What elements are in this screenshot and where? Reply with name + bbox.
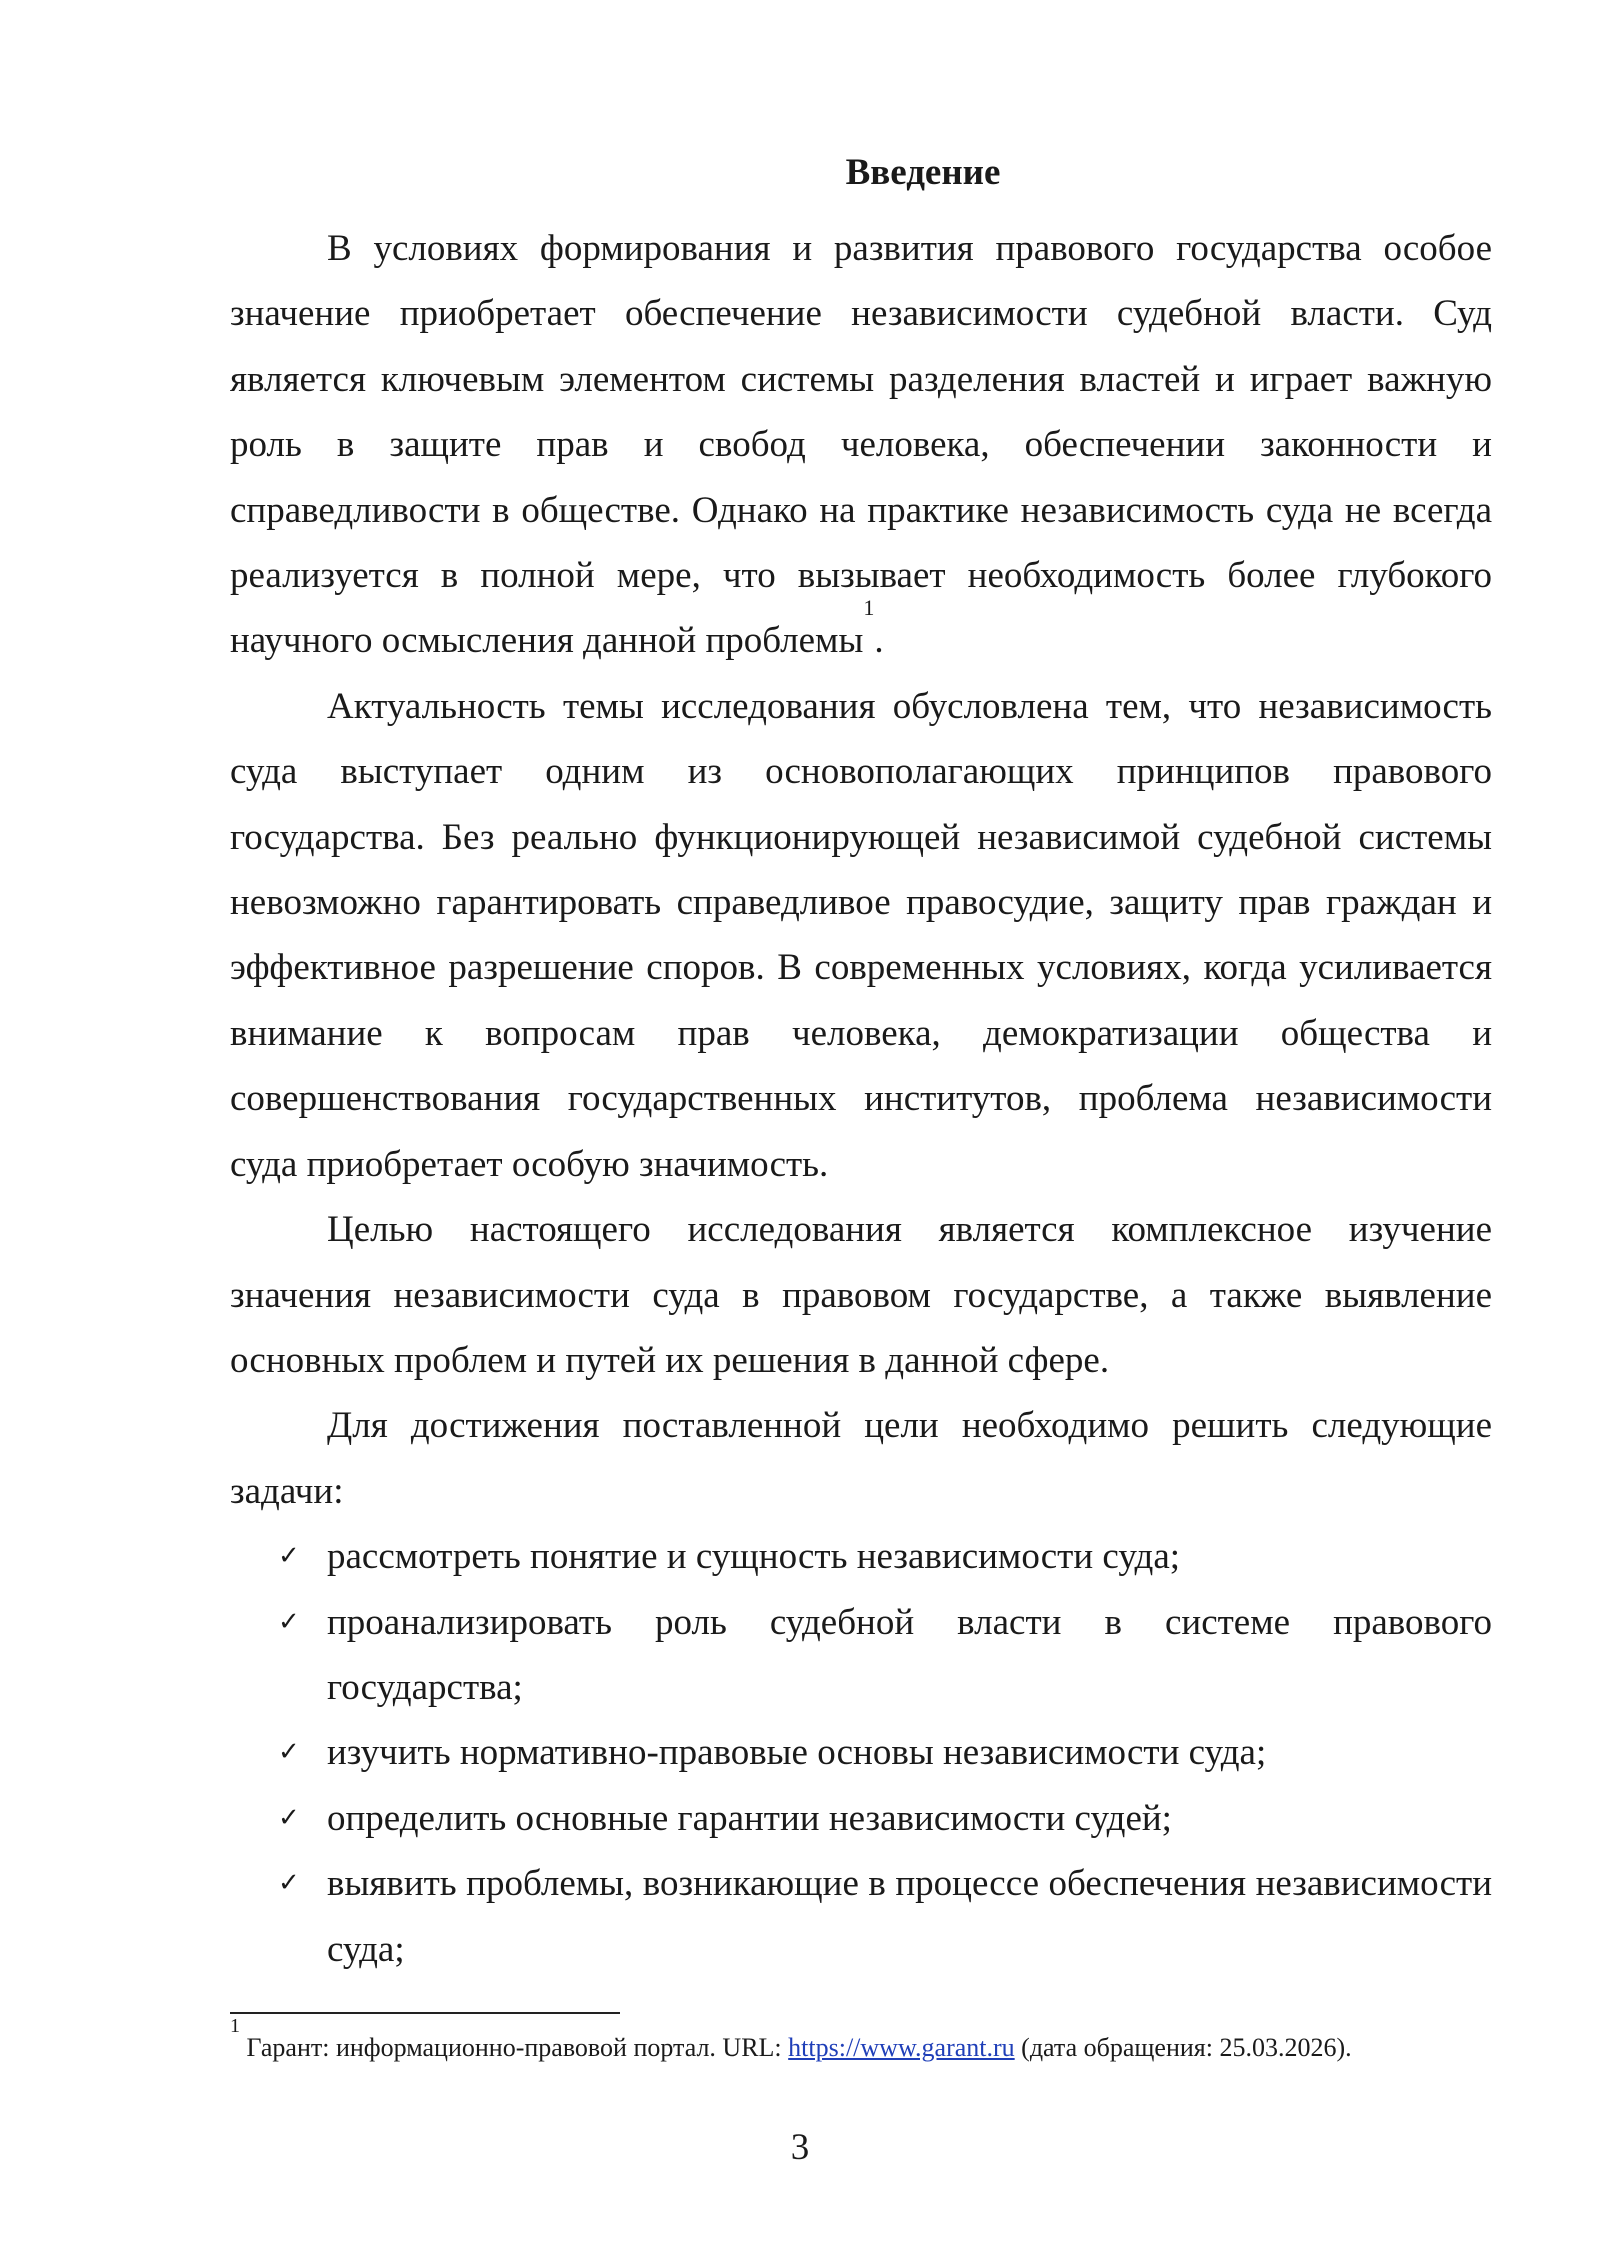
page-number: 3 [790,2127,810,2168]
paragraph-1-text: В условиях формирования и развития правового государства особое значение приобретает обеспечение независимости судебной власти. Суд является ключевым элементом системы разделения властей и играет важную роль в защите прав и свобод человека, обеспечении законности и справедливости в обществе. Однако на практике независимость суда не всегда реализуется в полной мере, что вызывает необходимость более глубокого научного осмысления данной проблемы [230,228,1492,662]
list-item [230,1786,1492,1851]
intro-paragraph-1 [230,216,1492,674]
intro-paragraph-2: Актуальность темы исследования обусловлена тем, что независимость суда выступает одним из основополагающих принципов правового государства. Без реально функционирующей независимой судебной системы невозможно гарантировать справедливое правосудие, защиту прав граждан и эффективное разрешение споров. В современных условиях, когда усиливается внимание к вопросам прав человека, демократизации общества и совершенствования государственных институтов, проблема независимости суда приобретает особую значимость. [230,685,1492,1185]
footnote-number: 1 [230,2015,240,2037]
task-text: выявить проблемы, возникающие в процессе обеспечения независимости суда; [327,1863,1492,1970]
list-item [230,1851,1492,1982]
footnote-reference[interactable]: 1 [863,595,875,621]
footnote-separator [230,2012,620,2014]
page-content [230,150,1492,1982]
checkmark-icon: ✓ [278,1737,300,1768]
list-item [230,1524,1492,1589]
paragraph-1-end: . [874,620,884,662]
checkmark-icon: ✓ [278,1606,300,1637]
task-text: проанализировать роль судебной власти в системе правового государства; [327,1601,1492,1708]
task-text: определить основные гарантии независимости судей; [327,1797,1172,1839]
tasks-list [230,1524,1492,1982]
intro-paragraph-3: Целью настоящего исследования является комплексное изучение значения независимости суда в правовом государстве, а также выявление основных проблем и путей их решения в данной сфере. [230,1209,1492,1381]
footnote-text-after: (дата обращения: 25.03.2026). [1014,2033,1352,2062]
list-item [230,1720,1492,1785]
footnote-link[interactable]: https://www.garant.ru [788,2033,1015,2062]
checkmark-icon: ✓ [278,1802,300,1833]
task-text: рассмотреть понятие и сущность независимости суда; [327,1536,1181,1578]
footnote [230,2015,1492,2066]
intro-paragraph-4: Для достижения поставленной цели необходимо решить следующие задачи: [230,1405,1492,1512]
task-text: изучить нормативно-правовые основы независимости суда; [327,1732,1267,1774]
checkmark-icon: ✓ [278,1541,300,1572]
footnote-text-before: Гарант: информационно-правовой портал. URL: [246,2033,789,2062]
list-item [230,1590,1492,1721]
checkmark-icon: ✓ [278,1868,300,1899]
section-heading: Введение [845,152,1001,193]
